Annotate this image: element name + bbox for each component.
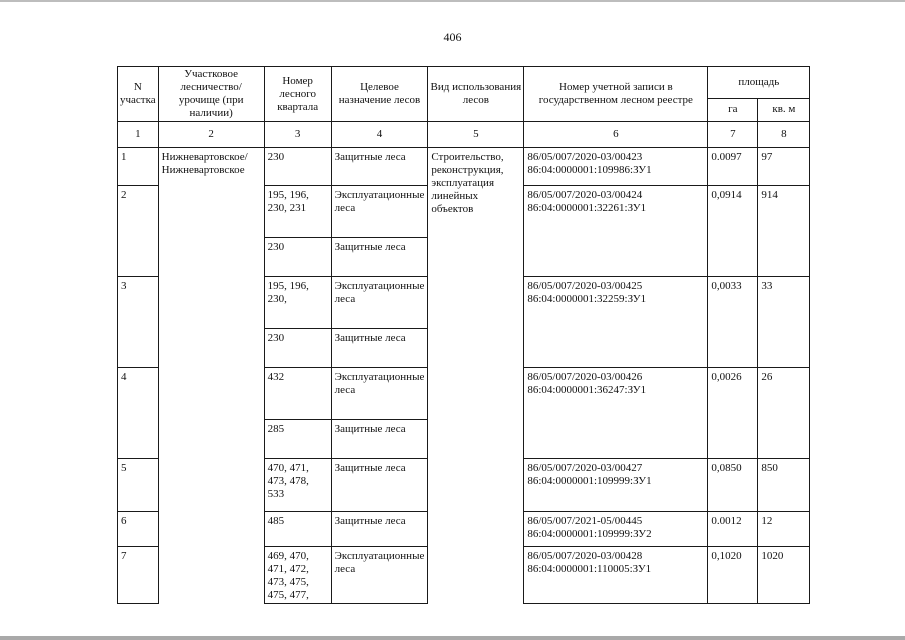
forest-purpose: Эксплуатационные леса bbox=[331, 368, 428, 420]
forest-quarter: 230 bbox=[264, 148, 331, 186]
area-hectares: 0,0914 bbox=[708, 186, 758, 277]
usage-type: Строительство, реконструкция, эксплуатация линейных объектов bbox=[428, 148, 524, 604]
area-square-meters: 12 bbox=[758, 512, 810, 547]
column-number: 5 bbox=[428, 122, 524, 148]
column-number: 6 bbox=[524, 122, 708, 148]
registry-record: 86/05/007/2021-05/00445 86:04:0000001:109999:ЗУ2 bbox=[524, 512, 708, 547]
plot-number: 3 bbox=[118, 277, 159, 368]
registry-record: 86/05/007/2020-03/00423 86:04:0000001:109986:ЗУ1 bbox=[524, 148, 708, 186]
forest-purpose: Защитные леса bbox=[331, 148, 428, 186]
forest-purpose: Защитные леса bbox=[331, 512, 428, 547]
plot-number: 6 bbox=[118, 512, 159, 547]
forest-quarter: 469, 470, 471, 472, 473, 475, 475, 477, bbox=[264, 547, 331, 604]
plot-number: 7 bbox=[118, 547, 159, 604]
plot-number: 4 bbox=[118, 368, 159, 459]
area-square-meters: 97 bbox=[758, 148, 810, 186]
column-number: 2 bbox=[158, 122, 264, 148]
forest-quarter: 195, 196, 230, 231 bbox=[264, 186, 331, 238]
forest-quarter: 230 bbox=[264, 329, 331, 368]
area-square-meters: 914 bbox=[758, 186, 810, 277]
column-numbers-row bbox=[118, 122, 810, 148]
area-hectares: 0,1020 bbox=[708, 547, 758, 604]
forest-quarter: 485 bbox=[264, 512, 331, 547]
column-number: 8 bbox=[758, 122, 810, 148]
page-number: 406 bbox=[443, 30, 462, 44]
plot-number: 5 bbox=[118, 459, 159, 512]
forest-quarter: 470, 471, 473, 478, 533 bbox=[264, 459, 331, 512]
area-hectares: 0,0026 bbox=[708, 368, 758, 459]
column-number: 1 bbox=[118, 122, 159, 148]
forest-purpose: Защитные леса bbox=[331, 329, 428, 368]
header-hectares: га bbox=[708, 98, 758, 121]
column-number: 4 bbox=[331, 122, 428, 148]
area-square-meters: 26 bbox=[758, 368, 810, 459]
forest-quarter: 195, 196, 230, bbox=[264, 277, 331, 329]
column-number: 3 bbox=[264, 122, 331, 148]
header-forestry: Участковое лесничество/урочище (при наличии) bbox=[158, 67, 264, 122]
area-square-meters: 33 bbox=[758, 277, 810, 368]
forest-purpose: Эксплуатационные леса bbox=[331, 277, 428, 329]
registry-record: 86/05/007/2020-03/00426 86:04:0000001:36247:ЗУ1 bbox=[524, 368, 708, 459]
forest-purpose: Защитные леса bbox=[331, 238, 428, 277]
plot-number: 1 bbox=[118, 148, 159, 186]
column-number: 7 bbox=[708, 122, 758, 148]
header-plot-number: N участка bbox=[118, 67, 159, 122]
registry-record: 86/05/007/2020-03/00424 86:04:0000001:32261:ЗУ1 bbox=[524, 186, 708, 277]
table-row bbox=[118, 148, 810, 186]
header-usage: Вид использования лесов bbox=[428, 67, 524, 122]
forest-purpose: Эксплуатационные леса bbox=[331, 186, 428, 238]
area-hectares: 0,0850 bbox=[708, 459, 758, 512]
registry-record: 86/05/007/2020-03/00428 86:04:0000001:110005:ЗУ1 bbox=[524, 547, 708, 604]
scan-top-edge bbox=[0, 0, 905, 2]
header-quarter: Номер лесного квартала bbox=[264, 67, 331, 122]
area-hectares: 0,0033 bbox=[708, 277, 758, 368]
scan-bottom-edge bbox=[0, 636, 905, 640]
registry-record: 86/05/007/2020-03/00425 86:04:0000001:32259:ЗУ1 bbox=[524, 277, 708, 368]
header-record: Номер учетной записи в государственном лесном реестре bbox=[524, 67, 708, 122]
forest-quarter: 432 bbox=[264, 368, 331, 420]
forest-quarter: 285 bbox=[264, 420, 331, 459]
header-square-meters: кв. м bbox=[758, 98, 810, 121]
registry-record: 86/05/007/2020-03/00427 86:04:0000001:109999:ЗУ1 bbox=[524, 459, 708, 512]
forest-plots-table bbox=[117, 66, 810, 604]
header-area: площадь bbox=[708, 67, 810, 99]
header-purpose: Целевое назначение лесов bbox=[331, 67, 428, 122]
forest-quarter: 230 bbox=[264, 238, 331, 277]
forest-purpose: Защитные леса bbox=[331, 459, 428, 512]
area-hectares: 0.0012 bbox=[708, 512, 758, 547]
area-hectares: 0.0097 bbox=[708, 148, 758, 186]
header-row bbox=[118, 67, 810, 99]
plot-number: 2 bbox=[118, 186, 159, 277]
forest-purpose: Эксплуатационные леса bbox=[331, 547, 428, 604]
forestry-name: Нижневартовское/ Нижневартовское bbox=[158, 148, 264, 604]
area-square-meters: 850 bbox=[758, 459, 810, 512]
forest-purpose: Защитные леса bbox=[331, 420, 428, 459]
area-square-meters: 1020 bbox=[758, 547, 810, 604]
